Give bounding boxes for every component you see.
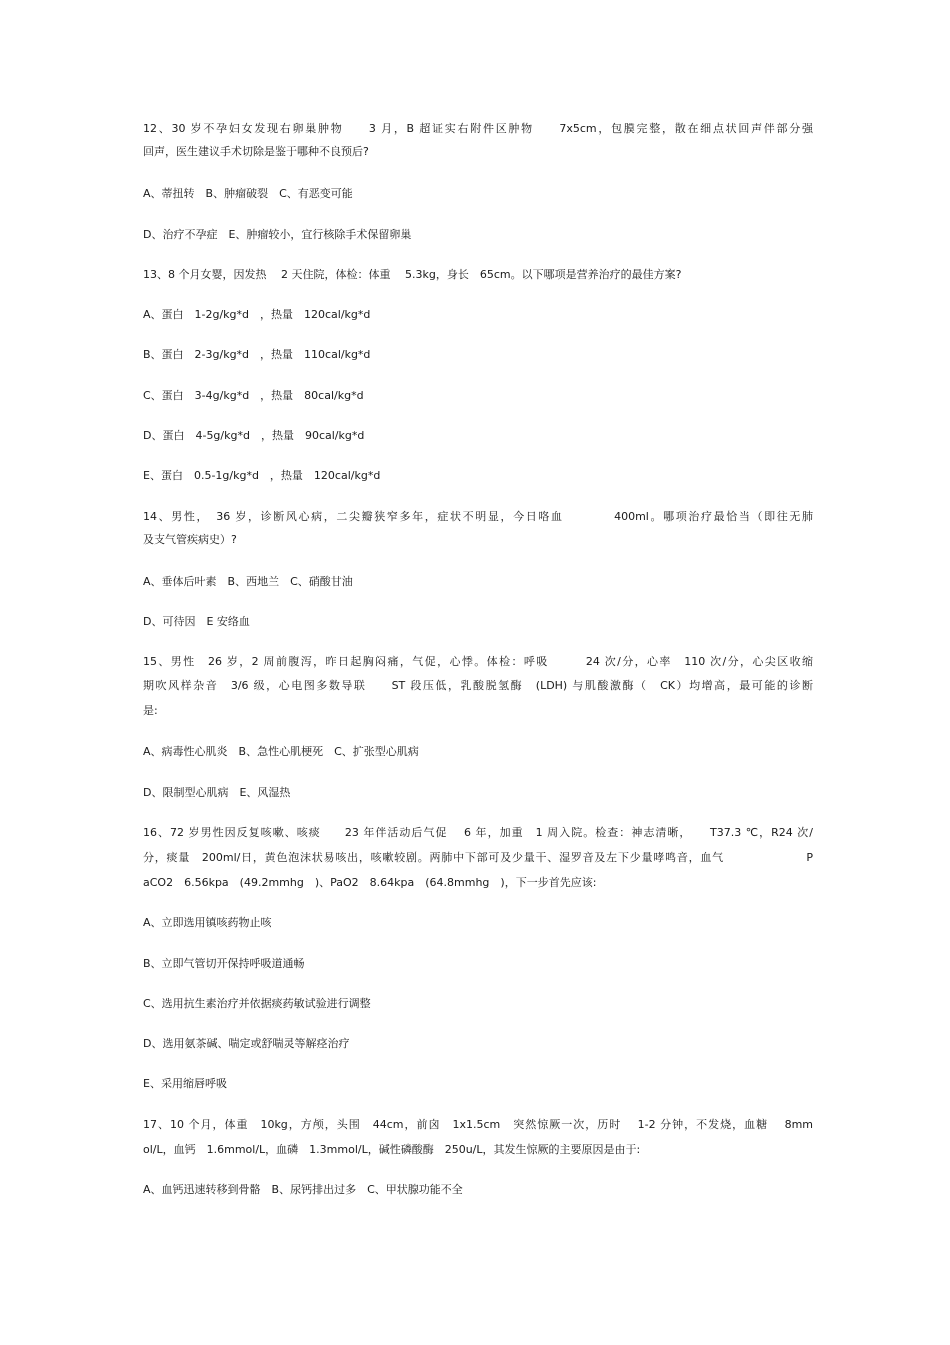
question-16-option-c: C、选用抗生素治疗并依据痰药敏试验进行调整 bbox=[143, 997, 371, 1010]
question-16-stem-line-1: 16、72 岁男性因反复咳嗽、咳痰 23 年伴活动后气促 6 年，加重 1 周入院。检查：神志清晰， T37.3 ℃，R24 次/ bbox=[143, 826, 813, 839]
question-17-stem-line-2: ol/L，血钙 1.6mmol/L，血磷 1.3mmol/L，碱性磷酸酶 250u/L，其发生惊厥的主要原因是由于: bbox=[143, 1143, 641, 1156]
question-14-options-line-2: D、可待因 E 安络血 bbox=[143, 615, 250, 628]
question-15-options-line-2: D、限制型心肌病 E、风湿热 bbox=[143, 786, 291, 799]
question-13-option-a: A、蛋白 1-2g/kg*d ，热量 120cal/kg*d bbox=[143, 308, 371, 321]
question-15-stem-line-3: 是: bbox=[143, 704, 158, 717]
question-12-options-line-2: D、治疗不孕症 E、肿瘤较小，宜行核除手术保留卵巢 bbox=[143, 228, 412, 241]
question-13-stem: 13、8 个月女婴，因发热 2 天住院，体检：体重 5.3kg，身长 65cm。以下哪项是营养治疗的最佳方案? bbox=[143, 268, 682, 281]
question-14-stem-line-1: 14、男性， 36 岁，诊断风心病，二尖瓣狭窄多年，症状不明显，今日咯血 400ml。哪项治疗最恰当（即往无肺 bbox=[143, 510, 813, 523]
question-12-stem-line-1: 12、30 岁不孕妇女发现右卵巢肿物 3 月，B 超证实右附件区肿物 7x5cm，包膜完整，散在细点状回声伴部分强 bbox=[143, 122, 813, 135]
question-14-options-line-1: A、垂体后叶素 B、西地兰 C、硝酸甘油 bbox=[143, 575, 353, 588]
question-16-option-e: E、采用缩唇呼吸 bbox=[143, 1077, 227, 1090]
question-15-options-line-1: A、病毒性心肌炎 B、急性心肌梗死 C、扩张型心肌病 bbox=[143, 745, 419, 758]
question-12-options-line-1: A、蒂扭转 B、肿瘤破裂 C、有恶变可能 bbox=[143, 187, 353, 200]
question-13-option-e: E、蛋白 0.5-1g/kg*d ，热量 120cal/kg*d bbox=[143, 469, 381, 482]
question-15-stem-line-1: 15、男性 26 岁，2 周前腹泻，昨日起胸闷痛，气促，心悸。体检：呼吸 24 次/分，心率 110 次/分，心尖区收缩 bbox=[143, 655, 813, 668]
question-13-option-d: D、蛋白 4-5g/kg*d ，热量 90cal/kg*d bbox=[143, 429, 365, 442]
question-12-stem-line-2: 回声，医生建议手术切除是鉴于哪种不良预后? bbox=[143, 145, 369, 158]
question-17-stem-line-1: 17、10 个月，体重 10kg，方颅，头围 44cm，前囟 1x1.5cm 突然惊厥一次，历时 1-2 分钟，不发烧，血糖 8mm bbox=[143, 1118, 813, 1131]
question-13-option-c: C、蛋白 3-4g/kg*d ，热量 80cal/kg*d bbox=[143, 389, 364, 402]
question-15-stem-line-2: 期吹风样杂音 3/6 级，心电图多数导联 ST 段压低，乳酸脱氢酶 (LDH) 与肌酸激酶（ CK）均增高，最可能的诊断 bbox=[143, 679, 813, 692]
question-16-stem-line-3: aCO2 6.56kpa (49.2mmhg )、PaO2 8.64kpa (64.8mmhg )，下一步首先应该: bbox=[143, 876, 597, 889]
question-16-option-d: D、选用氨茶碱、喘定或舒喘灵等解痉治疗 bbox=[143, 1037, 350, 1050]
question-17-options-line-1: A、血钙迅速转移到骨骼 B、尿钙排出过多 C、甲状腺功能不全 bbox=[143, 1183, 463, 1196]
question-16-option-a: A、立即选用镇咳药物止咳 bbox=[143, 916, 272, 929]
question-16-stem-line-2: 分，痰量 200ml/日，黄色泡沫状易咳出，咳嗽较剧。两肺中下部可及少量干、湿罗音及左下少量哮鸣音，血气 P bbox=[143, 851, 813, 864]
question-16-option-b: B、立即气管切开保持呼吸道通畅 bbox=[143, 957, 305, 970]
question-13-option-b: B、蛋白 2-3g/kg*d ，热量 110cal/kg*d bbox=[143, 348, 371, 361]
question-14-stem-line-2: 及支气管疾病史）? bbox=[143, 533, 237, 546]
